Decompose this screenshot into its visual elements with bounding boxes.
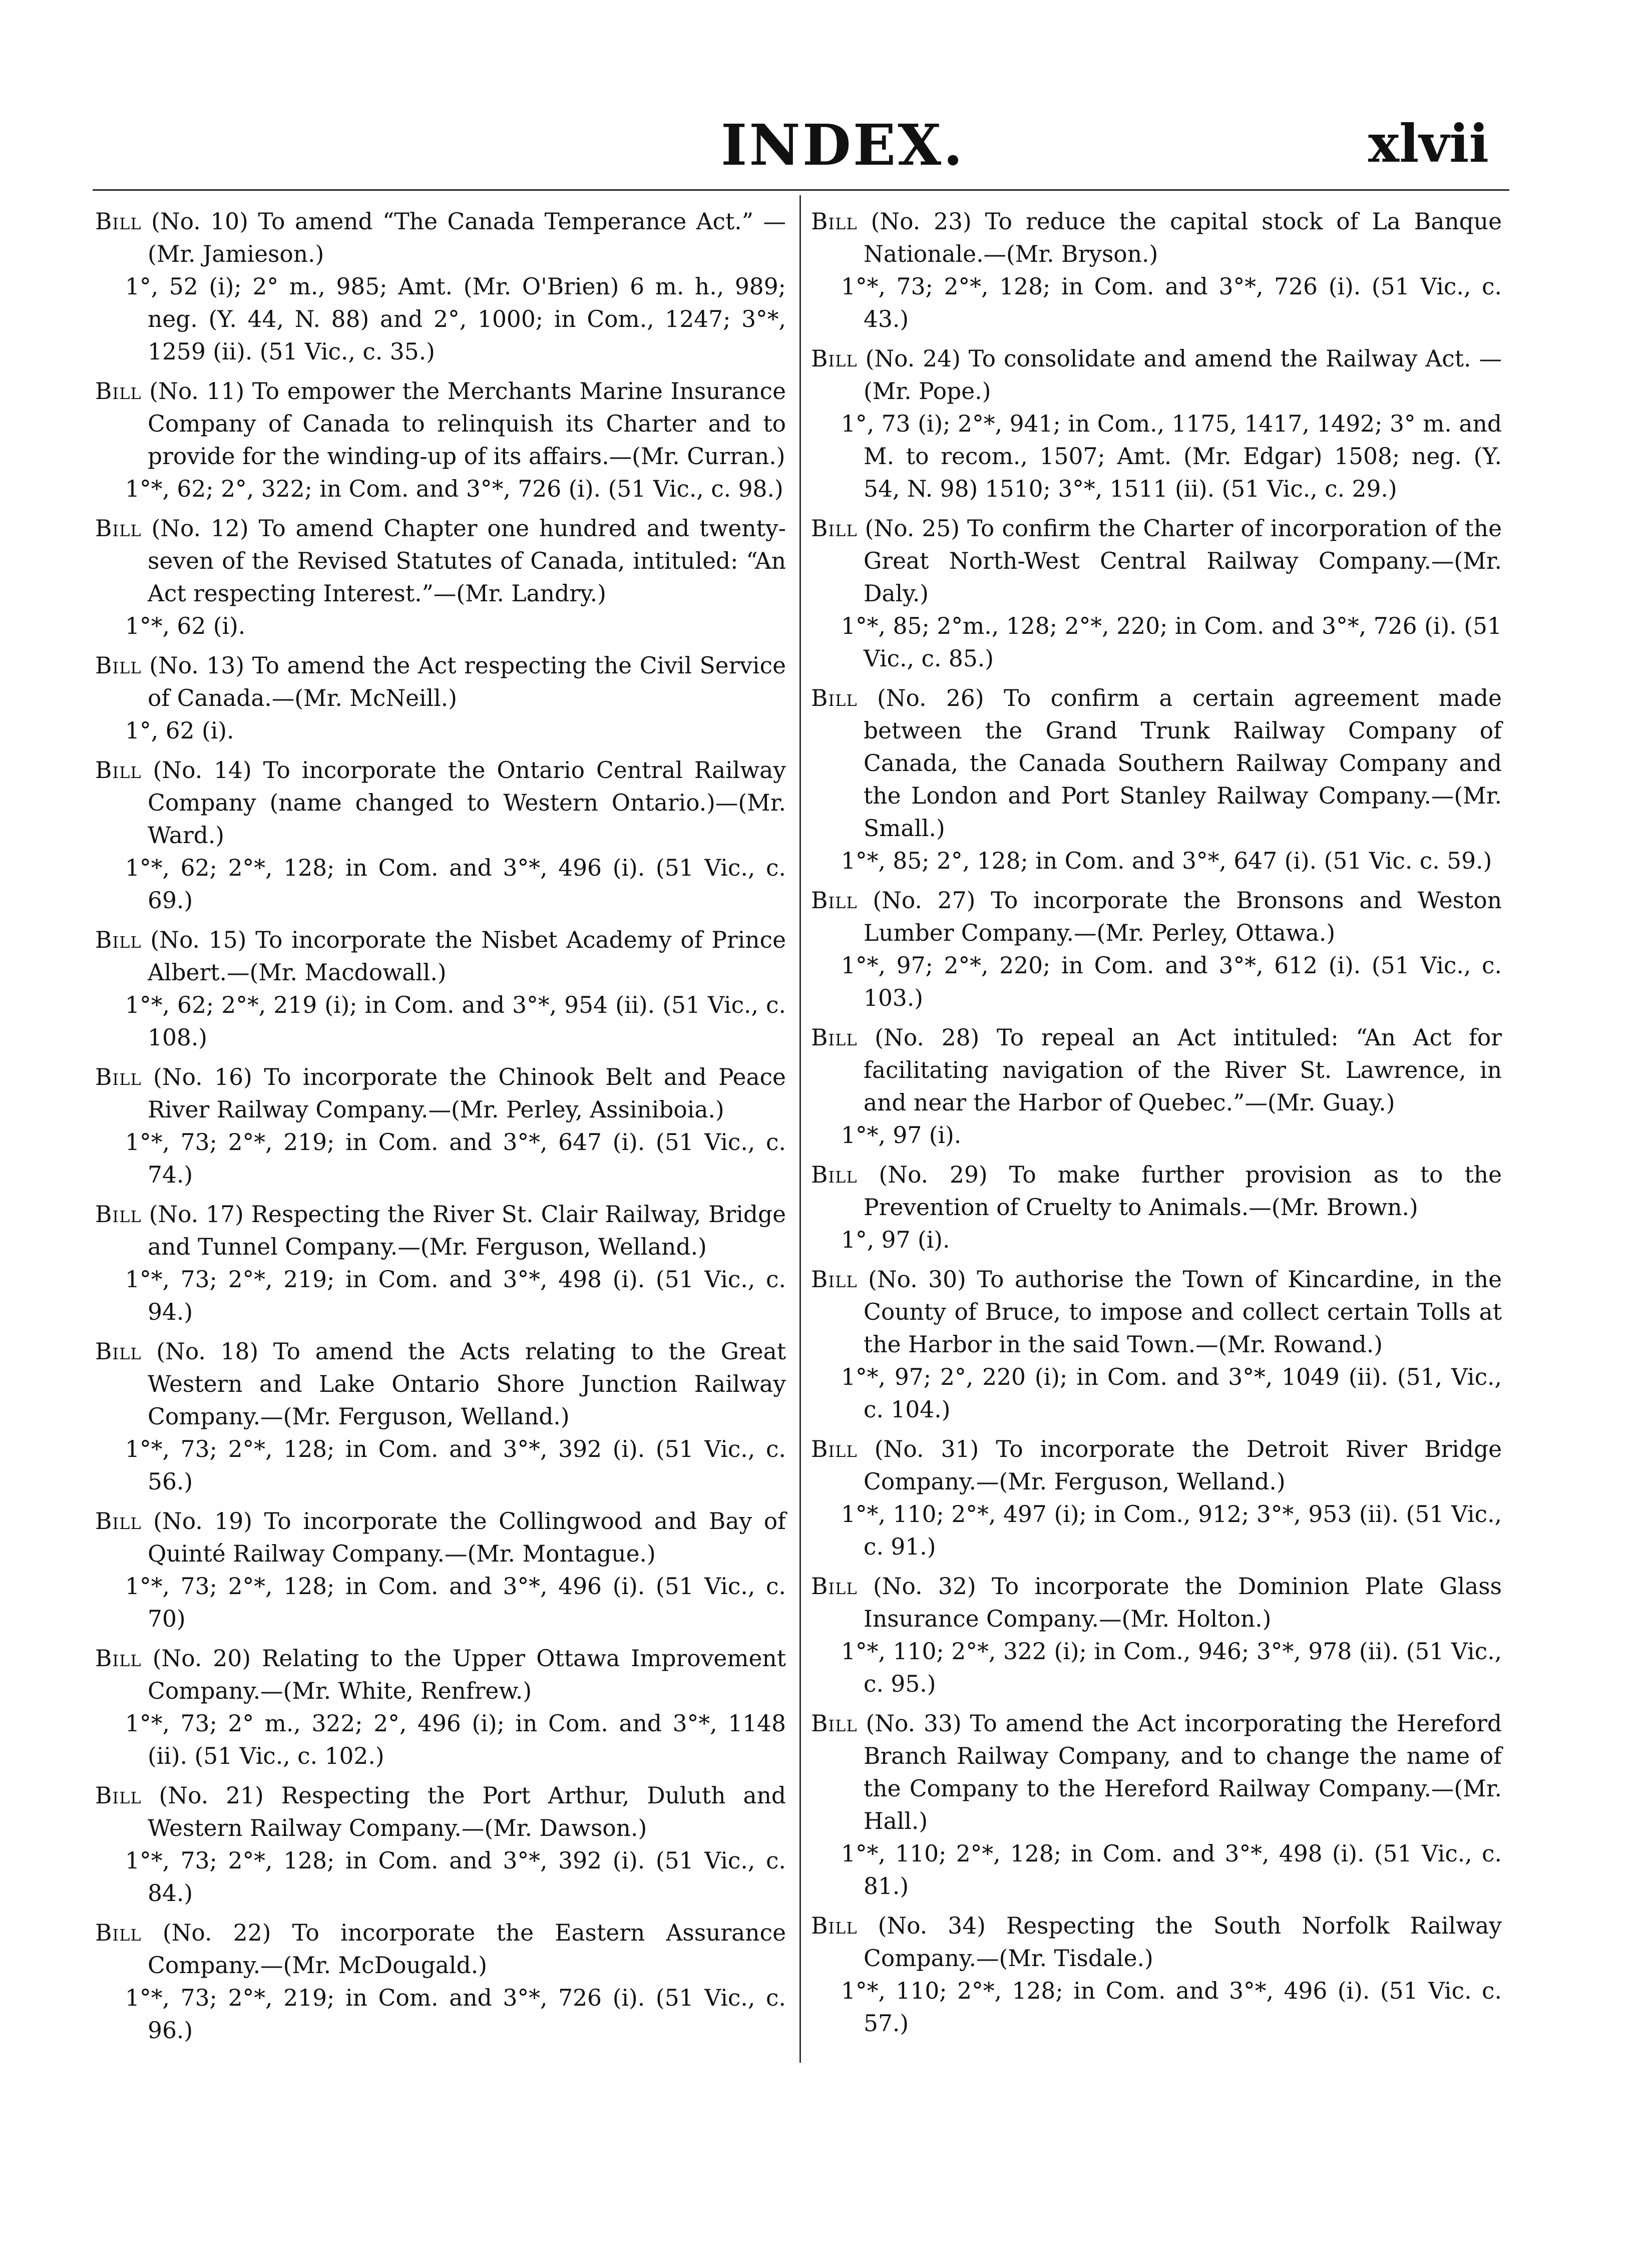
bill-description: (No. 14) To incorporate the Ontario Central Railway Company (name changed to Western Ontario.)—(Mr. Ward.) xyxy=(148,757,786,849)
bill-label: Bill xyxy=(95,1508,142,1535)
bill-description: (No. 19) To incorporate the Collingwood and Bay of Quinté Railway Company.—(Mr. Montague.) xyxy=(148,1508,786,1567)
entry-references: 1°*, 110; 2°*, 128; in Com. and 3°*, 498 (i). (51 Vic., c. 81.) xyxy=(841,1840,1502,1900)
entry-references: 1°*, 73; 2°*, 128; in Com. and 3°*, 392 (i). (51 Vic., c. 84.) xyxy=(125,1847,786,1907)
entry-heading xyxy=(95,1061,786,1126)
bill-label: Bill xyxy=(95,208,142,235)
entry-heading xyxy=(811,205,1502,270)
bill-description: (No. 30) To authorise the Town of Kincardine, in the County of Bruce, to impose and collect certain Tolls at the Harbor in the said Town.—(Mr. Rowand.) xyxy=(864,1266,1502,1358)
entry-heading xyxy=(95,1335,786,1433)
index-entry xyxy=(95,1917,786,2047)
bill-label: Bill xyxy=(95,757,142,784)
bill-description: (No. 31) To incorporate the Detroit River Bridge Company.—(Mr. Ferguson, Welland.) xyxy=(864,1436,1502,1495)
bill-label: Bill xyxy=(811,1573,858,1600)
entry-heading xyxy=(811,1433,1502,1498)
index-entry xyxy=(95,205,786,368)
bill-description: (No. 28) To repeal an Act intituled: “An Act for facilitating navigation of the River St. Lawrence, in and near the Harbor of Quebec.”—(Mr. Guay.) xyxy=(864,1024,1502,1116)
entry-references: 1°*, 73; 2° m., 322; 2°, 496 (i); in Com. and 3°*, 1148 (ii). (51 Vic., c. 102.) xyxy=(125,1710,786,1769)
index-entry xyxy=(811,1910,1502,2040)
bill-label: Bill xyxy=(95,1920,142,1946)
index-entry xyxy=(95,649,786,747)
entry-heading xyxy=(811,512,1502,610)
bill-description: (No. 15) To incorporate the Nisbet Academy of Prince Albert.—(Mr. Macdowall.) xyxy=(148,927,786,986)
index-entry xyxy=(811,1433,1502,1563)
bill-description: (No. 20) Relating to the Upper Ottawa Improvement Company.—(Mr. White, Renfrew.) xyxy=(148,1645,786,1704)
index-entry xyxy=(95,1335,786,1498)
index-entry xyxy=(811,1021,1502,1152)
bill-description: (No. 29) To make further provision as to the Prevention of Cruelty to Animals.—(Mr. Brown.) xyxy=(864,1162,1502,1221)
entry-references: 1°*, 73; 2°*, 128; in Com. and 3°*, 392 (i). (51 Vic., c. 56.) xyxy=(125,1436,786,1495)
right-column xyxy=(811,205,1502,2047)
entry-references: 1°*, 73; 2°*, 219; in Com. and 3°*, 647 (i). (51 Vic., c. 74.) xyxy=(125,1129,786,1188)
entry-references: 1°*, 73; 2°*, 219; in Com. and 3°*, 498 (i). (51 Vic., c. 94.) xyxy=(125,1266,786,1325)
entry-references: 1°, 97 (i). xyxy=(841,1227,950,1253)
index-entry xyxy=(811,1263,1502,1426)
bill-label: Bill xyxy=(95,1338,142,1365)
entry-references: 1°*, 62; 2°*, 219 (i); in Com. and 3°*, 954 (ii). (51 Vic., c. 108.) xyxy=(125,992,786,1051)
page-title: INDEX. xyxy=(721,113,965,178)
entry-heading xyxy=(95,649,786,714)
bill-label: Bill xyxy=(811,1266,858,1293)
entry-heading xyxy=(811,1570,1502,1635)
index-entry xyxy=(95,754,786,917)
index-entry xyxy=(95,924,786,1054)
entry-references: 1°, 52 (i); 2° m., 985; Amt. (Mr. O'Brien) 6 m. h., 989; neg. (Y. 44, N. 88) and 2°, 1000; in Com., 1247; 3°*, 1259 (ii). (51 Vic., c. 35.) xyxy=(125,273,786,365)
entry-references: 1°*, 85; 2°, 128; in Com. and 3°*, 647 (i). (51 Vic. c. 59.) xyxy=(841,848,1492,874)
bill-label: Bill xyxy=(95,515,142,542)
bill-description: (No. 10) To amend “The Canada Temperance Act.” —(Mr. Jamieson.) xyxy=(148,208,786,267)
index-entry xyxy=(811,682,1502,877)
left-column xyxy=(95,205,786,2054)
index-entry xyxy=(811,512,1502,675)
bill-description: (No. 11) To empower the Merchants Marine Insurance Company of Canada to relinquish its Charter and to provide for the winding-up of its affairs.—(Mr. Curran.) xyxy=(148,378,786,470)
bill-description: (No. 18) To amend the Acts relating to the Great Western and Lake Ontario Shore Junction Railway Company.—(Mr. Ferguson, Welland.) xyxy=(148,1338,786,1430)
entry-heading xyxy=(95,1917,786,1982)
index-entry xyxy=(95,1779,786,1910)
entry-heading xyxy=(95,1779,786,1844)
bill-description: (No. 13) To amend the Act respecting the Civil Service of Canada.—(Mr. McNeill.) xyxy=(148,652,786,711)
entry-references: 1°*, 85; 2°m., 128; 2°*, 220; in Com. and 3°*, 726 (i). (51 Vic., c. 85.) xyxy=(841,613,1502,672)
entry-references: 1°*, 73; 2°*, 219; in Com. and 3°*, 726 (i). (51 Vic., c. 96.) xyxy=(125,1985,786,2044)
bill-description: (No. 34) Respecting the South Norfolk Railway Company.—(Mr. Tisdale.) xyxy=(864,1913,1502,1972)
bill-label: Bill xyxy=(811,1162,858,1188)
entry-references: 1°*, 62; 2°, 322; in Com. and 3°*, 726 (i). (51 Vic., c. 98.) xyxy=(125,476,783,502)
bill-label: Bill xyxy=(95,1645,142,1672)
bill-label: Bill xyxy=(811,1436,858,1462)
entry-references: 1°*, 110; 2°*, 497 (i); in Com., 912; 3°*, 953 (ii). (51 Vic., c. 91.) xyxy=(841,1501,1502,1560)
entry-references: 1°*, 110; 2°*, 322 (i); in Com., 946; 3°*, 978 (ii). (51 Vic., c. 95.) xyxy=(841,1638,1502,1697)
bill-description: (No. 16) To incorporate the Chinook Belt and Peace River Railway Company.—(Mr. Perley, Assiniboia.) xyxy=(148,1064,786,1123)
page-number: xlvii xyxy=(1368,113,1489,174)
bill-label: Bill xyxy=(95,1064,142,1090)
entry-heading xyxy=(95,1198,786,1263)
bill-label: Bill xyxy=(811,208,858,235)
column-divider xyxy=(799,195,801,2063)
entry-heading xyxy=(95,375,786,473)
entry-references: 1°, 62 (i). xyxy=(125,717,234,744)
entry-references: 1°*, 62; 2°*, 128; in Com. and 3°*, 496 (i). (51 Vic., c. 69.) xyxy=(125,855,786,914)
bill-label: Bill xyxy=(811,685,858,711)
entry-heading xyxy=(811,342,1502,408)
entry-references: 1°*, 97; 2°, 220 (i); in Com. and 3°*, 1049 (ii). (51, Vic., c. 104.) xyxy=(841,1364,1502,1423)
index-entry xyxy=(811,342,1502,505)
entry-references: 1°*, 97; 2°*, 220; in Com. and 3°*, 612 (i). (51 Vic., c. 103.) xyxy=(841,952,1502,1011)
index-entry xyxy=(811,205,1502,335)
entry-heading xyxy=(95,1505,786,1570)
header-rule xyxy=(93,189,1509,191)
entry-references: 1°*, 97 (i). xyxy=(841,1122,962,1149)
entry-heading xyxy=(95,512,786,610)
entry-references: 1°*, 73; 2°*, 128; in Com. and 3°*, 496 (i). (51 Vic., c. 70) xyxy=(125,1573,786,1632)
bill-label: Bill xyxy=(95,378,142,405)
entry-heading xyxy=(811,1021,1502,1119)
page-header xyxy=(0,113,1639,183)
entry-references: 1°, 73 (i); 2°*, 941; in Com., 1175, 1417, 1492; 3° m. and M. to recom., 1507; Amt. (Mr. Edgar) 1508; neg. (Y. 54, N. 98) 1510; 3°*, 1511 (ii). (51 Vic., c. 29.) xyxy=(841,411,1502,502)
entry-heading xyxy=(95,205,786,270)
entry-references: 1°*, 110; 2°*, 128; in Com. and 3°*, 496 (i). (51 Vic. c. 57.) xyxy=(841,1978,1502,2037)
entry-heading xyxy=(811,1910,1502,1975)
entry-heading xyxy=(811,1263,1502,1361)
index-entry xyxy=(95,1505,786,1635)
bill-label: Bill xyxy=(95,652,142,679)
index-entry xyxy=(811,1707,1502,1903)
entry-heading xyxy=(811,884,1502,949)
bill-description: (No. 24) To consolidate and amend the Railway Act. —(Mr. Pope.) xyxy=(864,345,1502,405)
bill-label: Bill xyxy=(811,887,858,914)
entry-heading xyxy=(95,754,786,852)
bill-label: Bill xyxy=(811,1913,858,1939)
index-entry xyxy=(95,1642,786,1772)
entry-references: 1°*, 73; 2°*, 128; in Com. and 3°*, 726 (i). (51 Vic., c. 43.) xyxy=(841,273,1502,332)
bill-label: Bill xyxy=(811,1024,858,1051)
bill-description: (No. 25) To confirm the Charter of incorporation of the Great North-West Central Railway Company.—(Mr. Daly.) xyxy=(864,515,1502,607)
entry-references: 1°*, 62 (i). xyxy=(125,613,246,639)
entry-heading xyxy=(95,924,786,989)
bill-description: (No. 32) To incorporate the Dominion Plate Glass Insurance Company.—(Mr. Holton.) xyxy=(864,1573,1502,1632)
bill-label: Bill xyxy=(95,1782,142,1809)
index-entry xyxy=(95,1198,786,1328)
index-entry xyxy=(811,1159,1502,1256)
bill-description: (No. 23) To reduce the capital stock of La Banque Nationale.—(Mr. Bryson.) xyxy=(864,208,1502,267)
bill-description: (No. 27) To incorporate the Bronsons and Weston Lumber Company.—(Mr. Perley, Ottawa.) xyxy=(864,887,1502,946)
bill-description: (No. 26) To confirm a certain agreement made between the Grand Trunk Railway Company of Canada, the Canada Southern Railway Company and the London and Port Stanley Railway Company.—(Mr. Small.) xyxy=(864,685,1502,842)
index-entry xyxy=(95,512,786,642)
bill-description: (No. 12) To amend Chapter one hundred and twenty-seven of the Revised Statutes of Canada, intituled: “An Act respecting Interest.”—(Mr. Landry.) xyxy=(148,515,786,607)
bill-description: (No. 22) To incorporate the Eastern Assurance Company.—(Mr. McDougald.) xyxy=(148,1920,786,1979)
bill-label: Bill xyxy=(95,1201,142,1228)
index-entry xyxy=(95,375,786,505)
index-entry xyxy=(95,1061,786,1191)
entry-heading xyxy=(811,1707,1502,1837)
entry-heading xyxy=(811,682,1502,845)
bill-description: (No. 17) Respecting the River St. Clair Railway, Bridge and Tunnel Company.—(Mr. Ferguson, Welland.) xyxy=(148,1201,786,1260)
bill-label: Bill xyxy=(811,515,858,542)
entry-heading xyxy=(811,1159,1502,1224)
index-entry xyxy=(811,1570,1502,1700)
bill-label: Bill xyxy=(95,927,142,953)
bill-label: Bill xyxy=(811,1710,858,1737)
entry-heading xyxy=(95,1642,786,1707)
bill-description: (No. 33) To amend the Act incorporating the Hereford Branch Railway Company, and to change the name of the Company to the Hereford Railway Company.—(Mr. Hall.) xyxy=(864,1710,1502,1834)
bill-label: Bill xyxy=(811,345,858,372)
index-entry xyxy=(811,884,1502,1014)
bill-description: (No. 21) Respecting the Port Arthur, Duluth and Western Railway Company.—(Mr. Dawson.) xyxy=(148,1782,786,1841)
